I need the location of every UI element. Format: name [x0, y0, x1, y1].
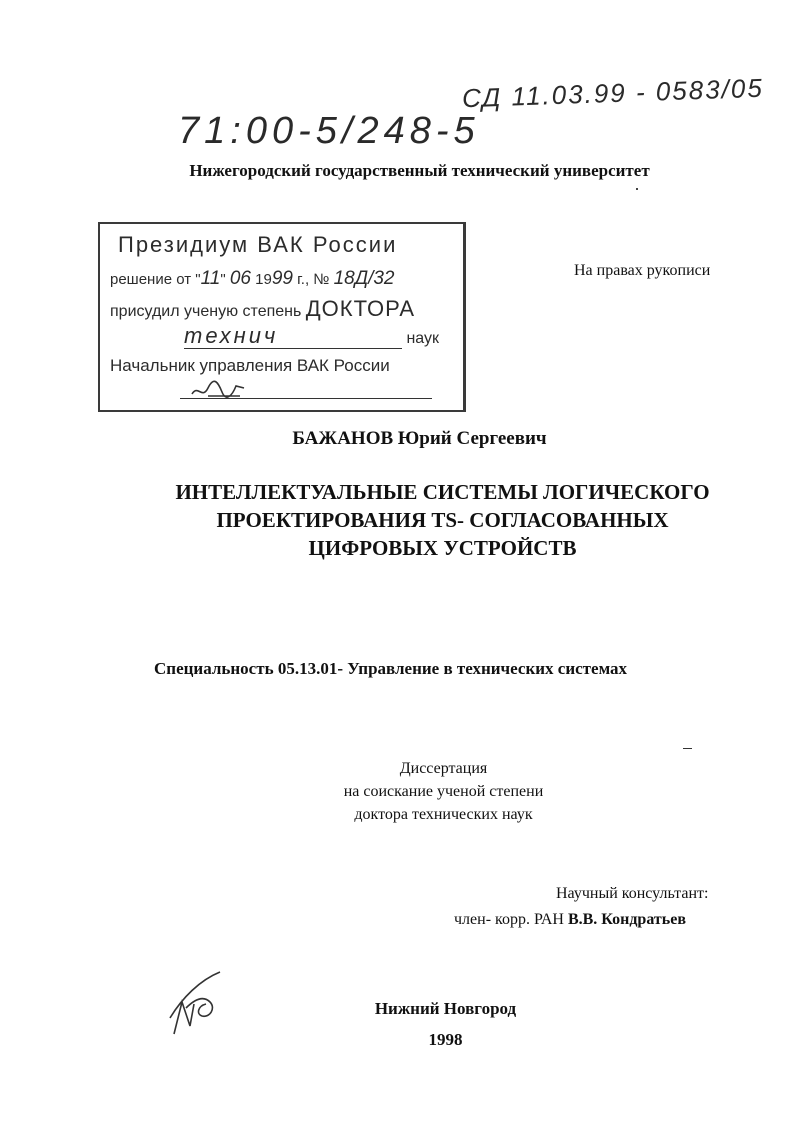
- stamp-decision-month: 06: [229, 268, 251, 289]
- year: 1998: [428, 1030, 463, 1049]
- stamp-decision-year-prefix: 19: [255, 271, 272, 288]
- stamp-decision-prefix: решение от ": [110, 271, 201, 288]
- scan-mark: [683, 748, 692, 749]
- stamp-signature-line: [180, 398, 432, 399]
- stamp-decision-line: [110, 268, 395, 290]
- dissertation-degree-block: [0, 757, 793, 826]
- vak-approval-stamp: [98, 222, 466, 412]
- scan-speck: [636, 188, 638, 190]
- stamp-decision-year-tail: г., №: [297, 271, 330, 288]
- dissertation-line: на соискание ученой степени: [343, 783, 544, 800]
- stamp-head-line: Начальник управления ВАК России: [110, 356, 390, 375]
- stamp-title: Президиум ВАК России: [118, 232, 398, 257]
- stamp-signature-icon: [188, 374, 258, 404]
- dissertation-line: доктора технических наук: [354, 806, 533, 823]
- stamp-field-line: [110, 324, 456, 349]
- stamp-decision-number: 18Д/32: [333, 268, 395, 289]
- title-line: ИНТЕЛЛЕКТУАЛЬНЫЕ СИСТЕМЫ ЛОГИЧЕСКОГО: [175, 480, 710, 504]
- author-name: БАЖАНОВ Юрий Сергеевич: [292, 428, 547, 449]
- title-line: ПРОЕКТИРОВАНИЯ TS- СОГЛАСОВАННЫХ: [216, 508, 669, 532]
- dissertation-line: Диссертация: [399, 760, 488, 777]
- handwritten-catalog-code: 71:00-5/248-5: [178, 110, 480, 152]
- city: Нижний Новгород: [374, 999, 517, 1018]
- stamp-decision-year-suffix: 99: [271, 268, 293, 289]
- stamp-awarded-prefix: присудил ученую степень: [110, 303, 302, 320]
- stamp-field-handwritten: технич: [184, 324, 402, 349]
- consultant-title: член- корр. РАН: [454, 911, 564, 928]
- consultant-label: Научный консультант:: [556, 885, 709, 902]
- consultant-name: В.В. Кондратьев: [567, 911, 686, 928]
- stamp-field-suffix: наук: [406, 330, 440, 347]
- handwritten-registration-number: СД 11.03.99 - 0583/05: [461, 72, 765, 114]
- dissertation-title: [0, 478, 793, 562]
- manuscript-rights-note: На правах рукописи: [574, 262, 711, 279]
- university-name: Нижегородский государственный технический университет: [189, 161, 650, 180]
- stamp-awarded-degree: ДОКТОРА: [305, 296, 416, 321]
- specialty: Специальность 05.13.01- Управление в технических системах: [154, 659, 628, 678]
- stamp-decision-quote: ": [220, 271, 226, 288]
- stamp-awarded-line: [110, 296, 415, 322]
- consultant-line: [454, 911, 686, 929]
- title-line: ЦИФРОВЫХ УСТРОЙСТВ: [308, 536, 577, 560]
- stamp-decision-day: 11: [200, 268, 221, 289]
